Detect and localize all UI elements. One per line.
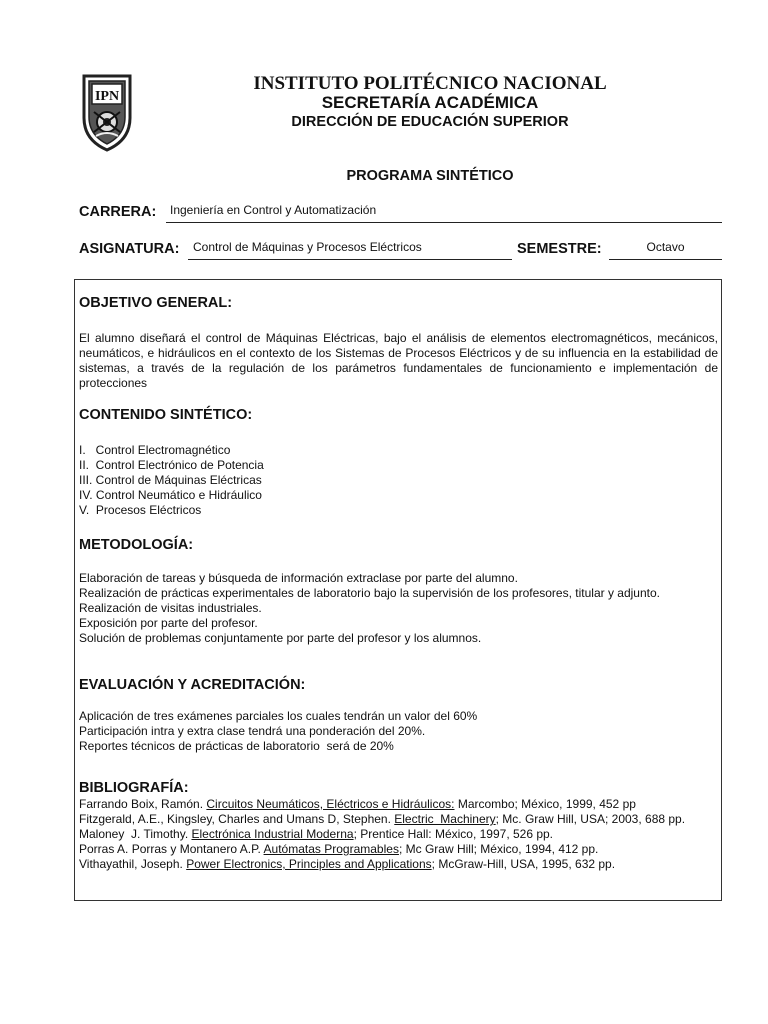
ipn-seal-icon [80,72,134,152]
evaluacion-list [79,709,719,754]
document-title: PROGRAMA SINTÉTICO [346,168,514,184]
objetivo-text: El alumno diseñará el control de Máquinas Eléctricas, bajo el análisis de elementos electromagnéticos, mecánicos, neumáticos, e hidráulicos en el contexto de los Sistemas de Procesos Eléctricos y de su influencia en la estabilidad de sistemas, a través de la regulación de los parámetros fundamentales de funcionamiento e implementación de protecciones [79,331,718,390]
reference-details: ; Mc Graw Hill; México, 1994, 412 pp. [398,842,599,856]
bibliografia-title: BIBLIOGRAFÍA: [79,780,189,796]
reference-title: Autómatas Programables [263,842,399,856]
reference-author: Farrando Boix, Ramón. [79,797,207,811]
reference-item [79,857,719,872]
contenido-list [79,443,719,518]
list-item: Elaboración de tareas y búsqueda de información extraclase por parte del alumno. [79,571,518,585]
contenido-title: CONTENIDO SINTÉTICO: [79,407,253,423]
list-item: Reportes técnicos de prácticas de laboratorio será de 20% [79,739,394,753]
list-item: Aplicación de tres exámenes parciales los cuales tendrán un valor del 60% [79,709,478,723]
asignatura-value: Control de Máquinas y Procesos Eléctricos [193,240,422,254]
reference-author: Fitzgerald, A.E., Kingsley, Charles and Umans D, Stephen. [79,812,395,826]
carrera-label: CARRERA: [79,204,157,220]
semestre-value: Octavo [646,240,685,254]
reference-item [79,812,719,827]
reference-details: ; McGraw-Hill, USA, 1995, 632 pp. [431,857,616,871]
list-item: Realización de visitas industriales. [79,601,262,615]
reference-item [79,842,719,857]
reference-item [79,797,719,812]
reference-details: ; Prentice Hall: México, 1997, 526 pp. [353,827,554,841]
list-item: III. Control de Máquinas Eléctricas [79,473,262,487]
list-item: IV. Control Neumático e Hidráulico [79,488,262,502]
asignatura-label: ASIGNATURA: [79,241,180,257]
direction-name: DIRECCIÓN DE EDUCACIÓN SUPERIOR [291,114,569,130]
semestre-underline [609,259,722,260]
carrera-value: Ingeniería en Control y Automatización [170,203,377,217]
metodologia-list [79,571,719,646]
reference-details: ; Mc. Graw Hill, USA; 2003, 688 pp. [495,812,686,826]
institute-name: INSTITUTO POLITÉCNICO NACIONAL [253,73,607,94]
list-item: Realización de prácticas experimentales de laboratorio bajo la supervisión de los profesores, titular y adjunto. [79,586,660,600]
reference-item [79,827,719,842]
list-item: Exposición por parte del profesor. [79,616,258,630]
objetivo-title: OBJETIVO GENERAL: [79,295,233,311]
reference-author: Porras A. Porras y Montanero A.P. [79,842,264,856]
semestre-label: SEMESTRE: [517,241,602,257]
reference-title: Electric Machinery [394,812,496,826]
evaluacion-title: EVALUACIÓN Y ACREDITACIÓN: [79,677,306,693]
reference-title: Electrónica Industrial Moderna [191,827,354,841]
bibliografia-list [79,797,719,872]
metodologia-title: METODOLOGÍA: [79,537,194,553]
reference-title: Power Electronics, Principles and Applications [186,857,432,871]
reference-author: Vithayathil, Joseph. [79,857,187,871]
reference-title: Circuitos Neumáticos, Eléctricos e Hidráulicos: [206,797,455,811]
list-item: V. Procesos Eléctricos [79,503,202,517]
carrera-underline [166,222,722,223]
list-item: Participación intra y extra clase tendrá una ponderación del 20%. [79,724,426,738]
reference-author: Maloney J. Timothy. [79,827,192,841]
list-item: Solución de problemas conjuntamente por parte del profesor y los alumnos. [79,631,482,645]
asignatura-underline [188,259,512,260]
secretariat-name: SECRETARÍA ACADÉMICA [321,93,539,112]
list-item: I. Control Electromagnético [79,443,231,457]
reference-details: Marcombo; México, 1999, 452 pp [454,797,636,811]
logo-text: IPN [94,89,120,104]
list-item: II. Control Electrónico de Potencia [79,458,264,472]
